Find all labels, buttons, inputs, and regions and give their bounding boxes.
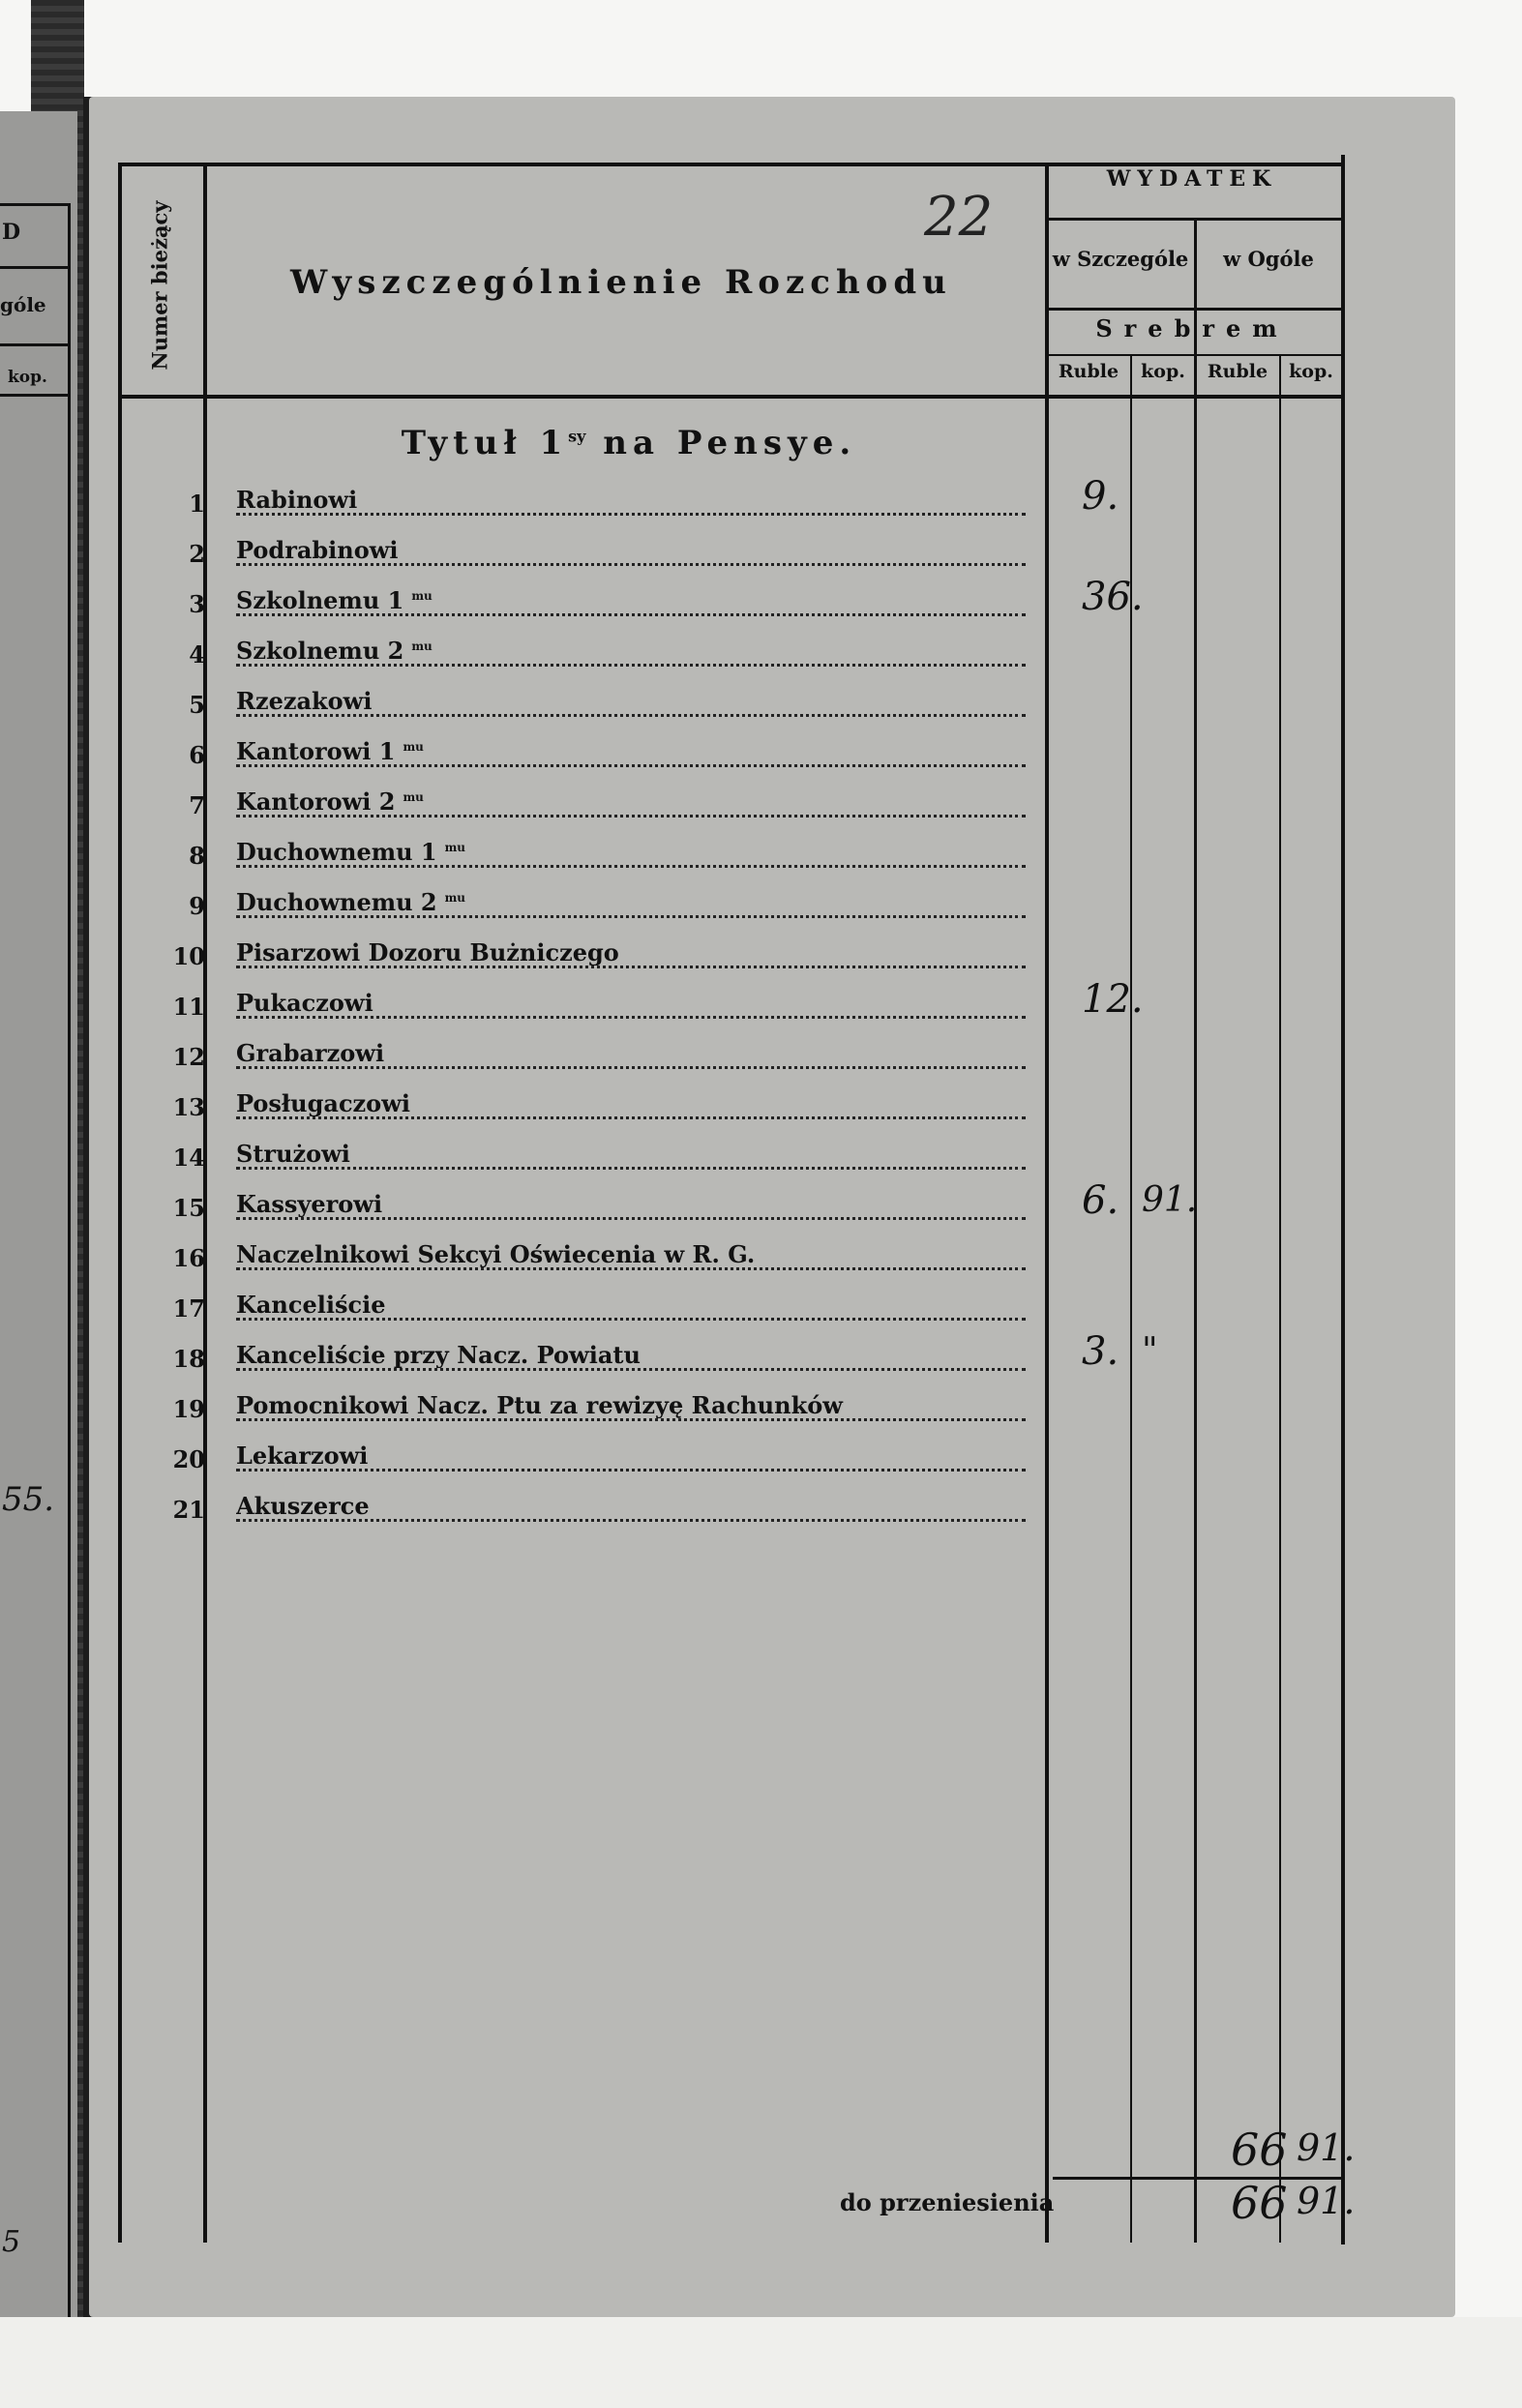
row-label: Pomocnikowi Nacz. Ptu za rewizyę Rachunków [236,1391,851,1419]
section-title-main: Tytuł 1 [401,424,569,462]
left-page-rule [0,394,70,397]
row-number: 17 [172,1294,205,1323]
handwritten-page-number: 22 [924,186,994,249]
row-number: 4 [189,640,205,669]
w-szczegole-header: w Szczególe [1052,247,1189,271]
ledger-row [126,484,1045,522]
ledger-row [126,1490,1045,1529]
left-page-rule [0,203,70,206]
row-amount-ruble: 36. [1082,575,1144,619]
frame-left-rule [118,163,122,2243]
left-page-col-label: góle [0,293,46,316]
row-description [236,989,1026,1019]
row-label: Podrabinowi [236,536,406,564]
row-amount-ruble: 6. [1082,1178,1119,1223]
row-number: 21 [172,1496,205,1524]
srebrem-header: Srebrem [1095,314,1289,342]
left-page-header-letter: D [2,220,21,245]
row-label-superscript: mu [411,589,433,603]
row-number: 8 [189,842,205,870]
row-amount-ruble: 12. [1082,977,1144,1022]
row-number: 7 [189,791,205,819]
ledger-row [126,1389,1045,1428]
row-label-superscript: mu [444,841,466,854]
carry-forward-label: do przeniesienia [840,2188,1055,2216]
row-amount-ruble: 3. [1082,1329,1119,1374]
row-description [236,486,1026,516]
row-label: Kantorowi 1 [236,737,403,765]
ledger-row [126,936,1045,975]
row-number: 12 [172,1043,205,1071]
row-amount-kop: 91. [1142,1180,1198,1220]
ledger-row [126,635,1045,673]
row-description [236,1240,1026,1270]
header-bottom-rule [118,395,1345,399]
ledger-row [126,735,1045,774]
row-number: 13 [172,1093,205,1121]
row-label: Duchownemu 1 [236,838,445,866]
row-label: Strużowi [236,1140,358,1168]
row-description [236,1492,1026,1522]
szczegole-ogole-rule [1194,221,1197,2243]
row-label: Akuszerce [236,1492,377,1520]
scan-margin [0,2317,1522,2408]
ledger-row [126,1289,1045,1327]
sum-ruble: 66 [1231,2124,1288,2176]
row-description [236,788,1026,818]
row-description [236,938,1026,968]
ledger-row [126,1188,1045,1227]
row-number: 11 [172,993,205,1021]
row-number: 9 [189,892,205,920]
row-description [236,687,1026,717]
row-label-superscript: mu [444,891,466,905]
numer-biezacy-header [126,174,194,397]
row-description [236,1291,1026,1321]
kop-header-1: kop. [1141,361,1185,382]
w-ogole-header: w Ogóle [1223,247,1314,271]
section-title-sup: sy [568,427,586,446]
section-title-rest: na Pensye. [585,424,857,462]
left-page-margin-line [68,203,71,2327]
row-number: 16 [172,1244,205,1272]
row-number: 6 [189,741,205,769]
row-number: 20 [172,1445,205,1473]
row-number: 3 [189,590,205,618]
row-label-superscript: mu [403,790,424,804]
left-page-unit-label: kop. [8,368,47,387]
row-label: Rabinowi [236,486,365,514]
kop-header-2: kop. [1289,361,1333,382]
carry-kop: 91. [1297,2180,1356,2222]
row-number: 5 [189,691,205,719]
row-description [236,536,1026,566]
ledger-row [126,534,1045,573]
left-page-rule [0,343,70,346]
row-label: Posługaczowi [236,1089,418,1117]
left-page-amount: 55. [2,1480,55,1519]
ledger-row [126,1238,1045,1277]
row-description [236,1442,1026,1472]
row-number: 15 [172,1194,205,1222]
ruble-kop-rule-2 [1279,356,1281,2243]
ledger-row [126,584,1045,623]
row-label-superscript: mu [403,740,424,754]
row-number: 2 [189,540,205,568]
row-label: Naczelnikowi Sekcyi Oświecenia w R. G. [236,1240,762,1268]
ledger-row [126,1138,1045,1176]
row-number: 1 [189,490,205,518]
row-label: Szkolnemu 2 [236,637,411,665]
row-label: Kanceliście przy Nacz. Powiatu [236,1341,648,1369]
frame-right-rule [1341,155,1345,2244]
ruble-header-2: Ruble [1207,361,1268,382]
row-label: Szkolnemu 1 [236,586,411,614]
ruble-kop-rule-1 [1130,356,1132,2243]
row-number: 14 [172,1144,205,1172]
row-label: Duchownemu 2 [236,888,445,916]
ledger-row [126,886,1045,925]
ledger-row [126,987,1045,1026]
row-label: Pukaczowi [236,989,381,1017]
row-label: Kanceliście [236,1291,394,1319]
ledger-row [126,1339,1045,1378]
row-description [236,737,1026,767]
row-number: 19 [172,1395,205,1423]
amount-columns-left-rule [1045,163,1049,2243]
row-label: Kantorowi 2 [236,788,403,816]
row-label: Rzezakowi [236,687,379,715]
row-label: Lekarzowi [236,1442,375,1470]
ledger-row [126,1087,1045,1126]
ruble-header-1: Ruble [1058,361,1119,382]
row-label: Pisarzowi Dozoru Bużniczego [236,938,627,966]
row-label-superscript: mu [411,639,433,653]
page-title: Wyszczególnienie Rozchodu [290,263,952,302]
ledger-row [126,786,1045,824]
left-page-rule [0,266,70,269]
row-description [236,1391,1026,1421]
row-number: 10 [172,942,205,970]
row-description [236,586,1026,616]
carry-ruble: 66 [1231,2177,1288,2229]
ledger-row [126,685,1045,724]
row-description [236,1140,1026,1170]
row-description [236,1089,1026,1119]
left-page-amount-bottom: 5 [2,2225,21,2259]
numer-biezacy-label: Numer bieżący [147,200,172,371]
row-label: Grabarzowi [236,1039,392,1067]
row-description [236,1190,1026,1220]
row-amount-ruble: 9. [1082,474,1119,519]
row-label: Kassyerowi [236,1190,390,1218]
row-description [236,1039,1026,1069]
row-description [236,637,1026,667]
row-description [236,1341,1026,1371]
row-description [236,888,1026,918]
ledger-row [126,836,1045,875]
sum-kop: 91. [1297,2126,1356,2169]
row-description [236,838,1026,868]
ledger-row [126,1440,1045,1478]
row-number: 18 [172,1345,205,1373]
row-amount-kop: " [1142,1331,1158,1371]
ledger-row [126,1037,1045,1076]
wydatek-header: WYDATEK [1106,166,1278,192]
left-page-fragment [0,111,77,2327]
section-title [290,424,968,462]
